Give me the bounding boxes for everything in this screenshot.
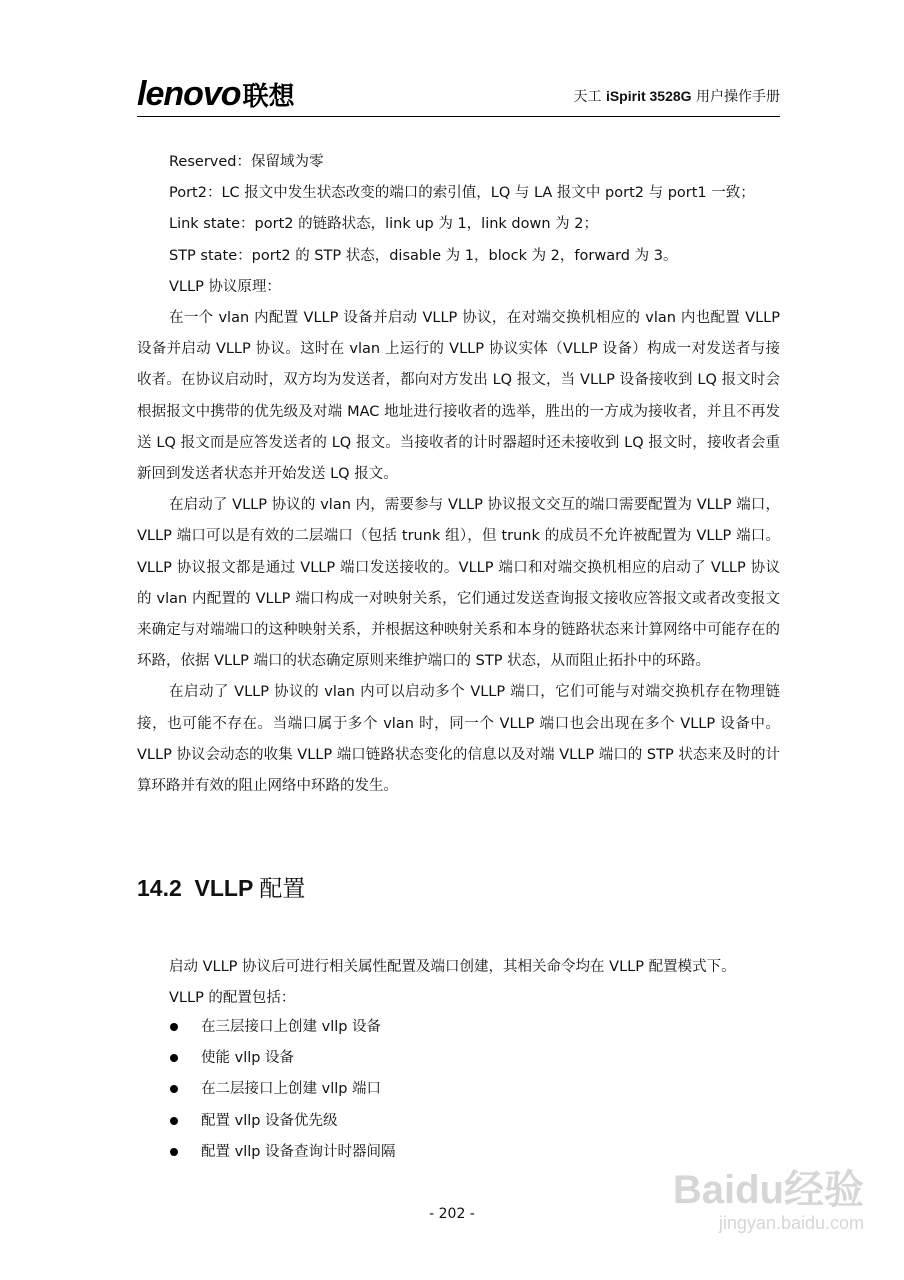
paragraph-vllp-principle-heading: VLLP 协议原理： — [169, 278, 281, 295]
paragraph-reserved: Reserved：保留域为零 — [169, 154, 324, 170]
lenovo-logo — [137, 74, 295, 116]
intro-line: VLLP 的配置包括： — [169, 990, 296, 1007]
list-item: 在二层接口上创建 vllp 端口 — [170, 1074, 396, 1105]
section-intro — [137, 952, 780, 1014]
manual-title-prefix: 天工 — [573, 89, 606, 105]
manual-title-model: iSpirit 3528G — [605, 88, 692, 104]
paragraph-vllp-principle-1: 在一个 vlan 内配置 VLLP 设备并启动 VLLP 协议，在对端交换机相应的 vlan 内也配置 VLLP 设备并启动 VLLP 协议。这时在 vlan 上运行的 VLLP 协议实体（VLLP 设备）构成一对发送者与接收者。在协议启动时，双方均为发送者，都向对方发出 LQ 报文，当 VLLP 设备接收到 LQ 报文时会根据报文中携带的优先级及对端 MAC 地址进行接收者的选举，胜出的一方成为接收者，并且不再发送 LQ 报文而是应答发送者的 LQ 报文。当接收者的计时器超时还未接收到 LQ 报文时，接收者会重新回到发送者状态并开始发送 LQ 报文。 — [137, 310, 780, 483]
paragraph-stp-state: STP state：port2 的 STP 状态，disable 为 1，block 为 2，forward 为 3。 — [169, 247, 678, 264]
paragraph-vllp-principle-2: 在启动了 VLLP 协议的 vlan 内，需要参与 VLLP 协议报文交互的端口需要配置为 VLLP 端口，VLLP 端口可以是有效的二层端口（包括 trunk 组），但 trunk 的成员不允许被配置为 VLLP 端口。VLLP 协议报文都是通过 VLLP 端口发送接收的。VLLP 端口和对端交换机相应的启动了 VLLP 协议的 vlan 内配置的 VLLP 端口构成一对映射关系，它们通过发送查询报文接收应答报文或者改变报文来确定与对端端口的这种映射关系，并根据这种映射关系和本身的链路状态来计算网络中可能存在的环路，依据 VLLP 端口的状态确定原则来维护端口的 STP 状态，从而阻止拓扑中的环路。 — [137, 497, 780, 670]
section-number: 14.2 — [137, 875, 182, 901]
watermark-logo: Baidu经验 — [672, 1168, 864, 1212]
section-title-cn: 配置 — [259, 876, 306, 902]
header-rule — [137, 116, 780, 117]
logo-text-cn: 联想 — [242, 81, 295, 111]
body-text — [137, 147, 780, 802]
section-heading — [137, 870, 305, 903]
page-header — [137, 74, 780, 114]
list-item: 在三层接口上创建 vllp 设备 — [170, 1012, 396, 1043]
paragraph-port2: Port2：LC 报文中发生状态改变的端口的索引值，LQ 与 LA 报文中 port2 与 port1 一致； — [169, 185, 755, 202]
config-list — [170, 1012, 396, 1168]
paragraph-link-state: Link state：port2 的链路状态，link up 为 1，link down 为 2； — [169, 216, 599, 233]
intro-line: 启动 VLLP 协议后可进行相关属性配置及端口创建，其相关命令均在 VLLP 配置模式下。 — [169, 959, 736, 975]
logo-text-en: lenovo — [137, 75, 241, 113]
list-item: 配置 vllp 设备优先级 — [170, 1106, 396, 1137]
section-title-en: VLLP — [194, 875, 253, 901]
page-number: - 202 - — [429, 1206, 475, 1222]
manual-title-suffix: 用户操作手册 — [691, 89, 780, 105]
watermark-url: jingyan.baidu.com — [718, 1213, 864, 1233]
list-item: 配置 vllp 设备查询计时器间隔 — [170, 1137, 396, 1168]
list-item: 使能 vllp 设备 — [170, 1043, 396, 1074]
baidu-watermark — [673, 1168, 864, 1234]
manual-title — [574, 86, 781, 107]
paragraph-vllp-principle-3: 在启动了 VLLP 协议的 vlan 内可以启动多个 VLLP 端口，它们可能与对端交换机存在物理链接，也可能不存在。当端口属于多个 vlan 时，同一个 VLLP 端口也会出现在多个 VLLP 设备中。VLLP 协议会动态的收集 VLLP 端口链路状态变化的信息以及对端 VLLP 端口的 STP 状态来及时的计算环路并有效的阻止网络中环路的发生。 — [137, 684, 780, 795]
